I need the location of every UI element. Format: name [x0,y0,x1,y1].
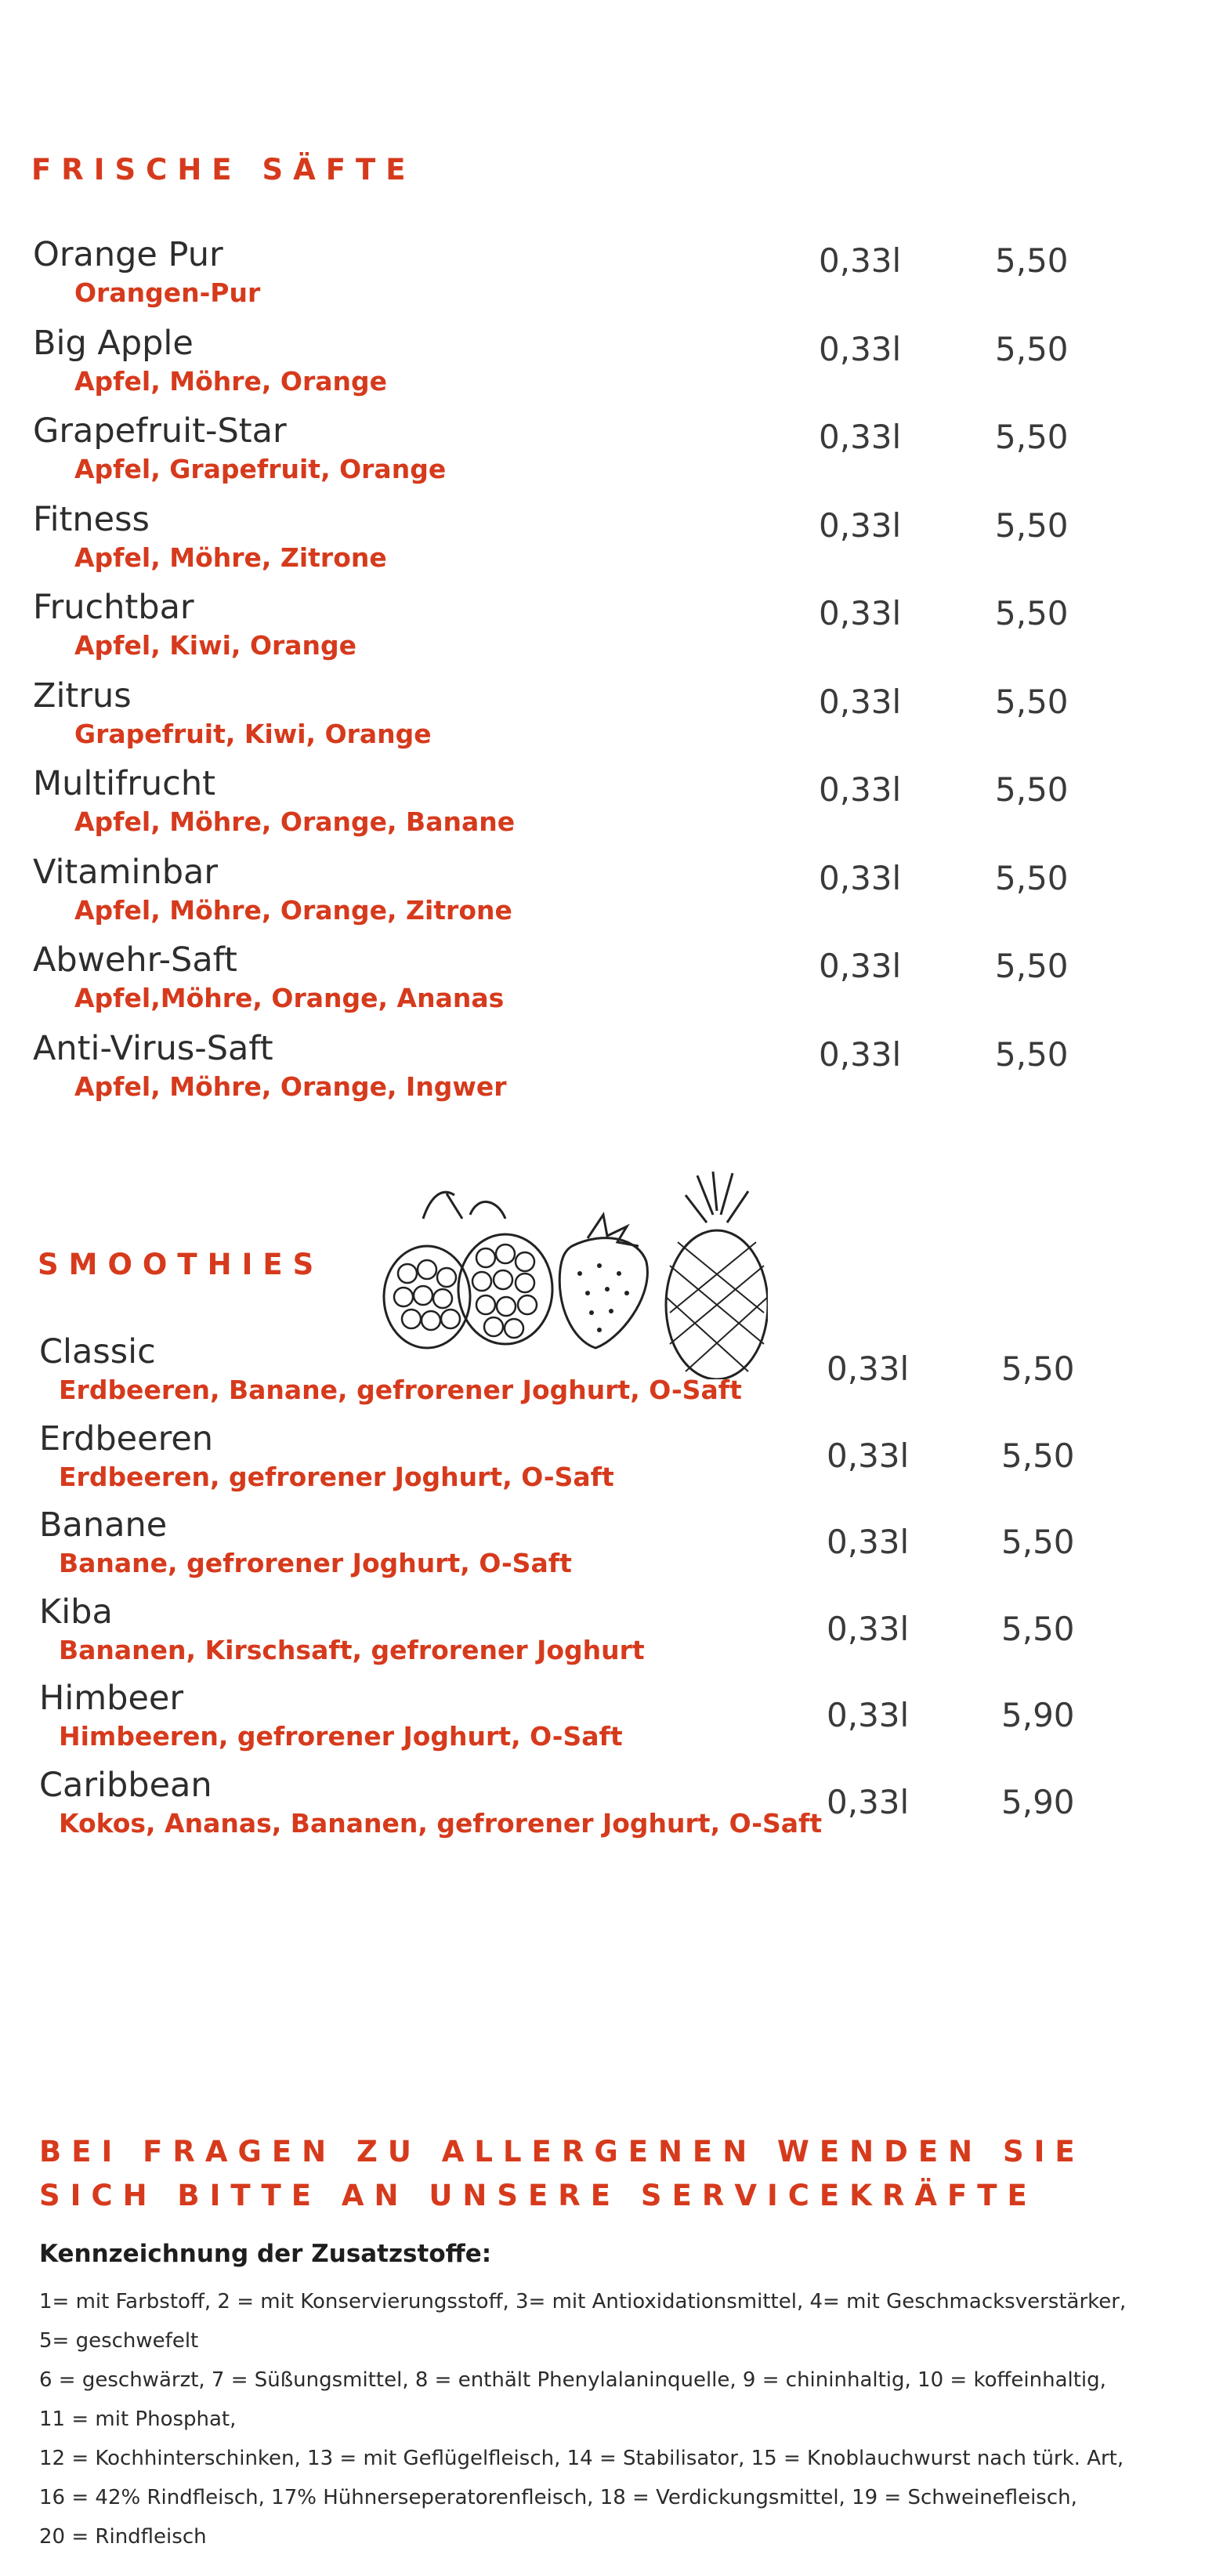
item-price: 5,50 [995,505,1069,545]
additive-line: 6 = geschwärzt, 7 = Süßungsmittel, 8 = enthält Phenylalaninquelle, 9 = chininhaltig, 10 = koffeinhaltig, [39,2368,1106,2392]
menu-item [0,588,1205,676]
additive-line: 11 = mit Phosphat, [39,2408,237,2431]
menu-item [0,1679,1205,1766]
item-volume: 0,33l [827,1696,910,1734]
item-price: 5,50 [995,1034,1069,1074]
item-name: Fruchtbar [33,588,194,627]
item-name: Classic [39,1332,156,1371]
item-name: Himbeer [39,1679,184,1718]
additive-line: 5= geschwefelt [39,2329,199,2353]
menu-item [0,1419,1205,1507]
item-ingredients: Erdbeeren, Banane, gefrorener Joghurt, O-Saft [59,1375,742,1405]
menu-item [0,235,1205,323]
item-name: Multifrucht [33,764,215,803]
item-ingredients: Apfel, Möhre, Zitrone [74,542,387,573]
item-volume: 0,33l [819,241,902,280]
item-name: Kiba [39,1592,113,1632]
item-ingredients: Apfel, Grapefruit, Orange [74,454,447,484]
item-ingredients: Kokos, Ananas, Bananen, gefrorener Joghurt, O-Saft [59,1807,823,1839]
menu-item [0,500,1205,588]
item-name: Grapefruit-Star [33,411,287,451]
item-ingredients: Bananen, Kirschsaft, gefrorener Joghurt [59,1634,645,1665]
item-price: 5,50 [995,858,1069,897]
item-volume: 0,33l [827,1523,910,1561]
item-name: Vitaminbar [33,852,219,892]
item-price: 5,50 [995,418,1069,456]
item-price: 5,50 [1001,1350,1075,1388]
item-price: 5,50 [995,594,1069,632]
menu-item [0,940,1205,1028]
item-ingredients: Banane, gefrorener Joghurt, O-Saft [59,1548,572,1578]
item-name: Anti-Virus-Saft [33,1028,273,1068]
item-ingredients: Apfel, Möhre, Orange, Ingwer [74,1071,507,1102]
additive-line: 12 = Kochhinterschinken, 13 = mit Geflügelfleisch, 14 = Stabilisator, 15 = Knoblauchwurst nach türk. Art, [39,2447,1124,2470]
menu-item [0,1592,1205,1680]
item-ingredients: Apfel, Möhre, Orange, Zitrone [74,894,512,926]
item-volume: 0,33l [827,1350,910,1388]
item-price: 5,90 [1001,1782,1075,1821]
item-ingredients: Apfel,Möhre, Orange, Ananas [74,983,505,1013]
menu-item [0,1766,1205,1853]
menu-item [0,853,1205,940]
item-name: Zitrus [33,676,132,716]
item-ingredients: Apfel, Möhre, Orange, Banane [74,806,516,837]
item-volume: 0,33l [827,1609,910,1648]
menu-item [0,1029,1205,1117]
juices-section-title: FRISCHE SÄFTE [31,153,416,187]
item-volume: 0,33l [819,682,902,721]
item-name: Fitness [33,499,150,539]
item-price: 5,50 [1001,1436,1075,1475]
item-ingredients: Himbeeren, gefrorener Joghurt, O-Saft [59,1721,623,1752]
item-volume: 0,33l [819,947,902,985]
strawberry-icon [559,1215,647,1348]
item-name: Caribbean [39,1765,212,1805]
item-price: 5,90 [1001,1696,1075,1734]
menu-item [0,411,1205,499]
item-price: 5,50 [1001,1609,1075,1648]
item-name: Banane [39,1505,168,1545]
item-price: 5,50 [995,241,1069,280]
blackberry-icon [384,1192,552,1348]
item-volume: 0,33l [819,858,902,897]
item-name: Abwehr-Saft [33,940,237,980]
additive-line: 20 = Rindfleisch [39,2525,207,2549]
item-ingredients: Orangen-Pur [74,277,261,308]
item-price: 5,50 [995,947,1069,985]
menu-item [0,676,1205,764]
item-volume: 0,33l [819,1034,902,1074]
menu-item [0,764,1205,852]
allergen-notice: BEI FRAGEN ZU ALLERGENEN WENDEN SIE SICH BITTE AN UNSERE SERVICEKRÄFTE [39,2135,1085,2212]
item-name: Big Apple [33,323,194,363]
additive-line: 16 = 42% Rindfleisch, 17% Hühnerseperatorenfleisch, 18 = Verdickungsmittel, 19 = Schweinefleisch, [39,2486,1077,2509]
item-volume: 0,33l [819,505,902,545]
item-name: Erdbeeren [39,1418,214,1458]
item-price: 5,50 [995,770,1069,809]
item-ingredients: Apfel, Möhre, Orange [74,365,388,397]
additive-line: 1= mit Farbstoff, 2 = mit Konservierungsstoff, 3= mit Antioxidationsmittel, 4= mit Geschmacksverstärker, [39,2290,1127,2313]
item-volume: 0,33l [819,594,902,632]
item-price: 5,50 [995,329,1069,368]
item-volume: 0,33l [827,1782,910,1821]
item-ingredients: Erdbeeren, gefrorener Joghurt, O-Saft [59,1461,614,1492]
additives-heading: Kennzeichnung der Zusatzstoffe: [39,2240,492,2268]
item-volume: 0,33l [827,1436,910,1475]
item-ingredients: Apfel, Kiwi, Orange [74,630,357,661]
item-price: 5,50 [995,682,1069,721]
smoothies-section-title: SMOOTHIES [38,1248,324,1281]
item-ingredients: Grapefruit, Kiwi, Orange [74,718,432,749]
menu-item [0,1505,1205,1593]
item-name: Orange Pur [33,235,223,274]
menu-item [0,324,1205,411]
item-volume: 0,33l [819,329,902,368]
item-price: 5,50 [1001,1523,1075,1561]
item-volume: 0,33l [819,770,902,809]
menu-item [0,1332,1205,1420]
item-volume: 0,33l [819,418,902,456]
